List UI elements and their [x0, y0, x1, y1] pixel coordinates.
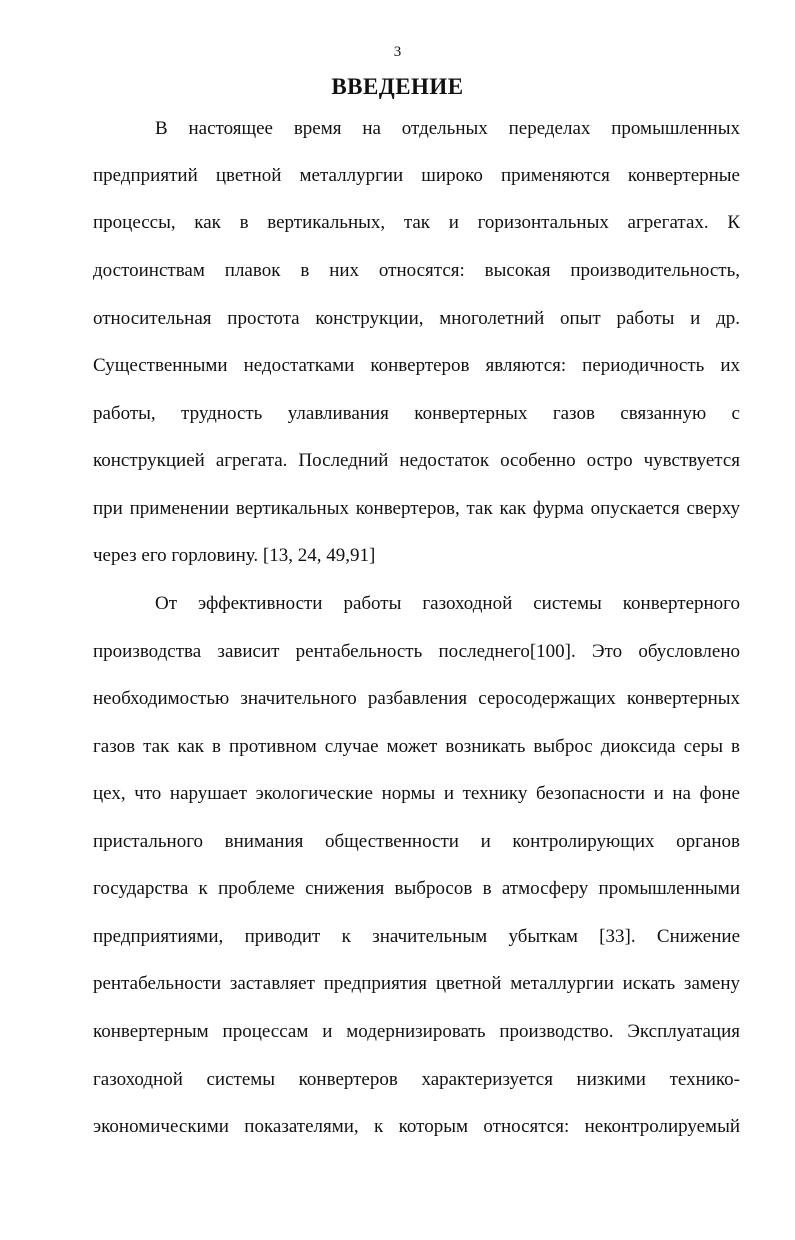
text-line: Существенными недостатками конвертеров являются: периодичность их: [93, 355, 740, 376]
text-line: В настоящее время на отдельных переделах промышленных: [155, 118, 740, 139]
text-line: процессы, как в вертикальных, так и горизонтальных агрегатах. К: [93, 212, 740, 233]
text-line: газоходной системы конвертеров характеризуется низкими технико-: [93, 1069, 740, 1090]
text-line: при применении вертикальных конвертеров, так как фурма опускается сверху: [93, 498, 740, 519]
text-line: рентабельности заставляет предприятия цветной металлургии искать замену: [93, 973, 740, 994]
text-line: конвертерным процессам и модернизировать производство. Эксплуатация: [93, 1021, 740, 1042]
text-line: предприятий цветной металлургии широко применяются конвертерные: [93, 165, 740, 186]
text-line: необходимостью значительного разбавления серосодержащих конвертерных: [93, 688, 740, 709]
text-line: предприятиями, приводит к значительным убыткам [33]. Снижение: [93, 926, 740, 947]
page-number: 3: [393, 44, 402, 60]
text-line: цех, что нарушает экологические нормы и технику безопасности и на фоне: [93, 783, 740, 804]
text-line: конструкцией агрегата. Последний недостаток особенно остро чувствуется: [93, 450, 740, 471]
text-line: производства зависит рентабельность последнего[100]. Это обусловлено: [93, 641, 740, 662]
text-line: государства к проблеме снижения выбросов в атмосферу промышленными: [93, 878, 740, 899]
page-heading: ВВЕДЕНИЕ: [331, 74, 464, 99]
text-line: газов так как в противном случае может возникать выброс диоксида серы в: [93, 736, 740, 757]
text-line: относительная простота конструкции, многолетний опыт работы и др.: [93, 308, 740, 329]
text-line: работы, трудность улавливания конвертерных газов связанную с: [93, 403, 740, 424]
text-line: достоинствам плавок в них относятся: высокая производительность,: [93, 260, 740, 281]
text-line: От эффективности работы газоходной системы конвертерного: [155, 593, 740, 614]
text-line: через его горловину. [13, 24, 49,91]: [93, 545, 376, 566]
text-line: пристального внимания общественности и контролирующих органов: [93, 831, 740, 852]
text-line: экономическими показателями, к которым относятся: неконтролируемый: [93, 1116, 740, 1137]
